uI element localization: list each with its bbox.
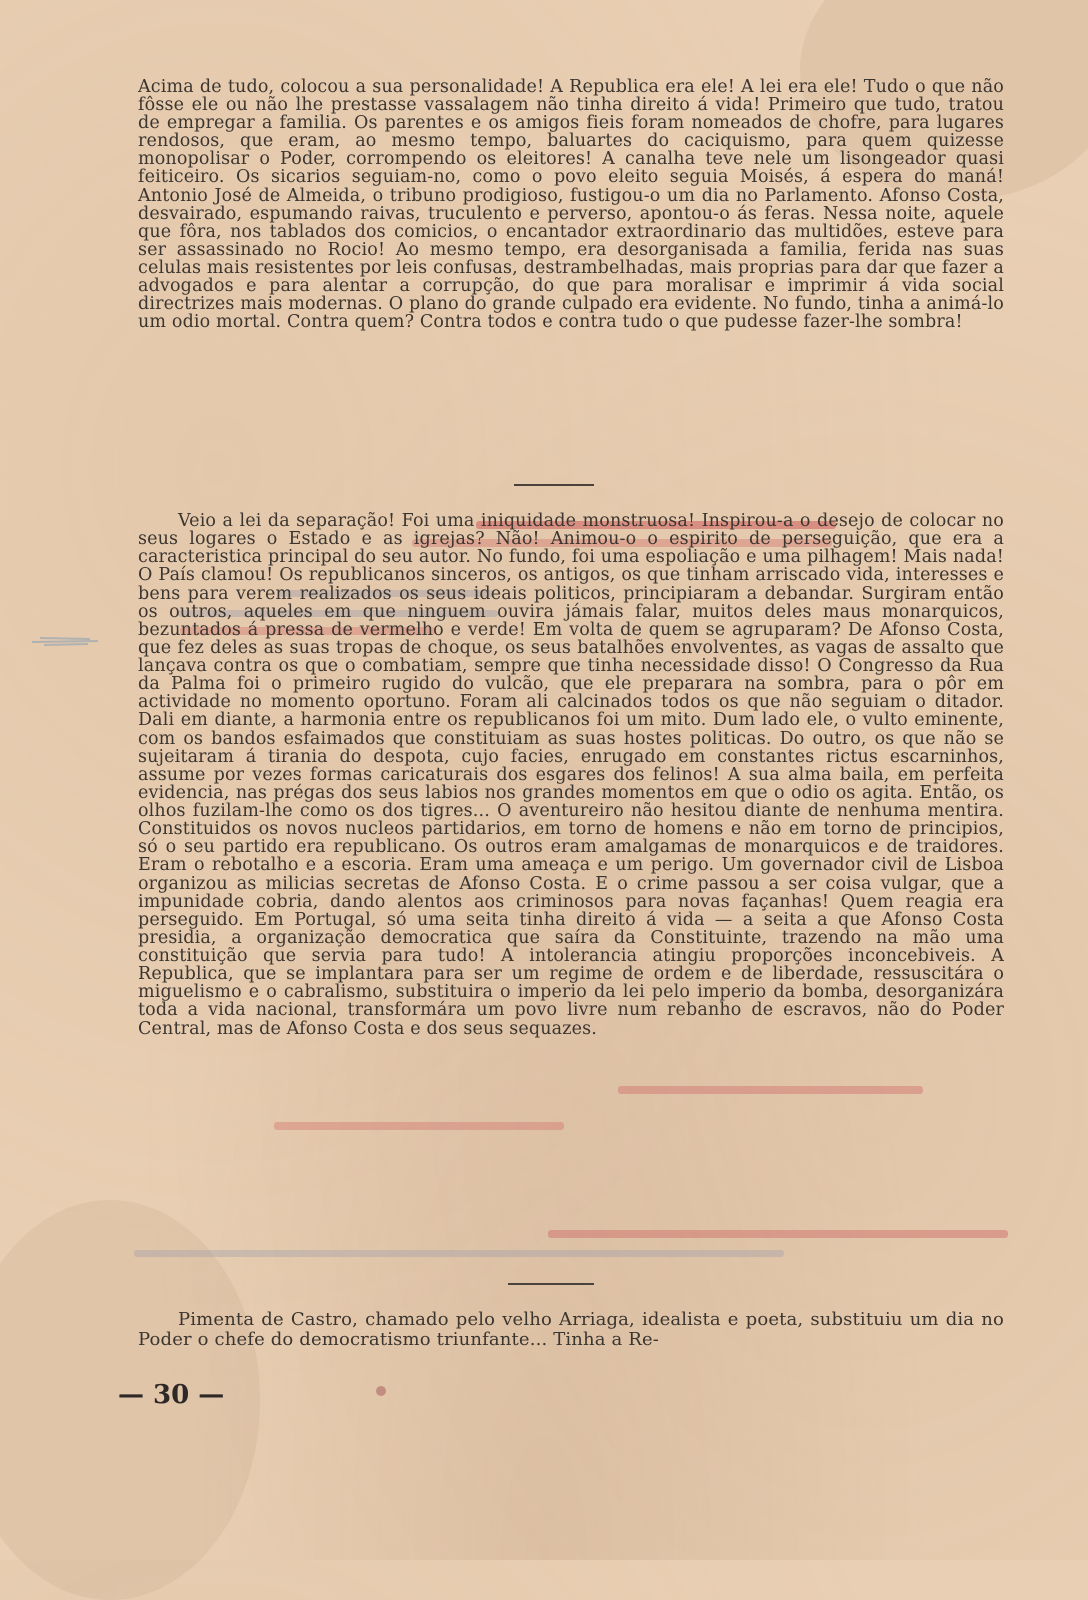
red-highlight <box>548 1230 1008 1238</box>
paragraph-2 <box>138 512 1004 1038</box>
underline-mark <box>134 1250 784 1257</box>
paragraph-3-text: Pimenta de Castro, chamado pelo velho Arriaga, idealista e poeta, substituiu um dia no Poder o chefe do democratismo triunfante... Tinha a Re- <box>138 1309 1004 1350</box>
paragraph-1: Acima de tudo, colocou a sua personalidade! A Republica era ele! A lei era ele! Tudo o que não fôsse ele ou não lhe prestasse vassalagem não tinha direito á vida! Primeiro que tudo, tratou de empregar a familia. Os parentes e os amigos fieis foram nomeados de chofre, para lugares rendosos, que eram, ao mesmo tempo, baluartes do caciquismo, para quem quizesse monopolisar o Poder, corrompendo os eleitores! A canalha teve nele um lisongeador quasi feiticeiro. Os sicarios seguiam-no, como o povo eleito seguia Moisés, á espera do maná! Antonio José de Almeida, o tribuno prodigioso, fustigou-o um dia no Parlamento. Afonso Costa, desvairado, espumando raivas, truculento e perverso, apontou-o ás feras. Nessa noite, aquele que fôra, nos tablados dos comicios, o encantador extraordinario das multidões, esteve para ser assassinado no Rocio! Ao mesmo tempo, era desorganisada a familia, ferida nas suas celulas mais resistentes por leis confusas, destrambelhadas, mais proprias para dar que fazer a advogados e para alentar a corrupção, do que para moralisar e imprimir á vida social directrizes mais modernas. O plano do grande culpado era evidente. No fundo, tinha a animá-lo um odio mortal. Contra quem? Contra todos e contra tudo o que pudesse fazer-lhe sombra! <box>138 77 1004 333</box>
margin-pencil-mark <box>30 630 100 652</box>
paragraph-3 <box>138 1310 1004 1350</box>
section-divider <box>514 484 594 486</box>
section-divider <box>508 1283 594 1285</box>
red-highlight <box>618 1086 923 1094</box>
red-highlight <box>274 1122 564 1130</box>
paragraph-2-text: Veio a lei da separação! Foi uma iniquidade monstruosa! Inspirou-a o desejo de colocar no seus logares o Estado e as igrejas? Não! Animou-o o espirito de perseguição, que era a caracteristica principal do seu autor. No fundo, foi uma espoliação e uma pilhagem! Mais nada! O País clamou! Os republicanos sinceros, os antigos, os que tinham arriscado vida, interesses e bens para verem realizados os seus ideais politicos, principiaram a debandar. Surgiram então os outros, aqueles em que ninguem ouvira jámais falar, muitos deles maus monarquicos, bezuntados á pressa de vermelho e verde! Em volta de quem se agruparam? De Afonso Costa, que fez deles as suas tropas de choque, os seus batalhões envolventes, as vagas de assalto que lançava contra os que o combatiam, sempre que tinha necessidade disso! O Congresso da Rua da Palma foi o primeiro rugido do vulcão, que ele preparara na sombra, para o pôr em actividade no momento oportuno. Foram ali calcinados todos os que não seguiam o ditador. Dali em diante, a harmonia entre os republicanos foi um mito. Dum lado ele, o vulto eminente, com os bandos esfaimados que constituiam as suas hostes politicas. Do outro, os que não se sujeitaram á tirania do despota, cujo facies, enrugado em constantes rictus escarninhos, assume por vezes formas caricaturais dos esgares dos felinos! A sua alma baila, em perfeita evidencia, nas prégas dos seus labios nos grandes momentos em que o odio os agita. Então, os olhos fuzilam-lhe como os dos tigres... O aventureiro não hesitou diante de nenhuma mentira. Constituidos os novos nucleos partidarios, em torno de homens e não em torno de principios, só o seu partido era republicano. Os outros eram amalgamas de monarquicos e de traidores. Eram o rebotalho e a escoria. Eram uma ameaça e um perigo. Um governador civil de Lisboa organizou as milicias secretas de Afonso Costa. E o crime passou a ser coisa vulgar, que a impunidade cobria, dando alentos aos criminosos para novas façanhas! Quem reagia era perseguido. Em Portugal, só uma seita tinha direito á vida — a seita a que Afonso Costa presidia, a organização democratica que saíra da Constituinte, trazendo na mão uma constituição que servia para tudo! A intolerancia atingiu proporções inconcebiveis. A Republica, que se implantara para ser um regime de ordem e de liberdade, ressuscitára o miguelismo e o cabralismo, substituira o imperio da lei pelo imperio da bomba, desorganizára toda a vida nacional, transformára um povo livre num rebanho de escravos, não do Poder Central, mas de Afonso Costa e dos seus sequazes. <box>138 511 1004 1039</box>
page-number: — 30 — <box>118 1380 225 1410</box>
ink-dot <box>376 1386 386 1396</box>
